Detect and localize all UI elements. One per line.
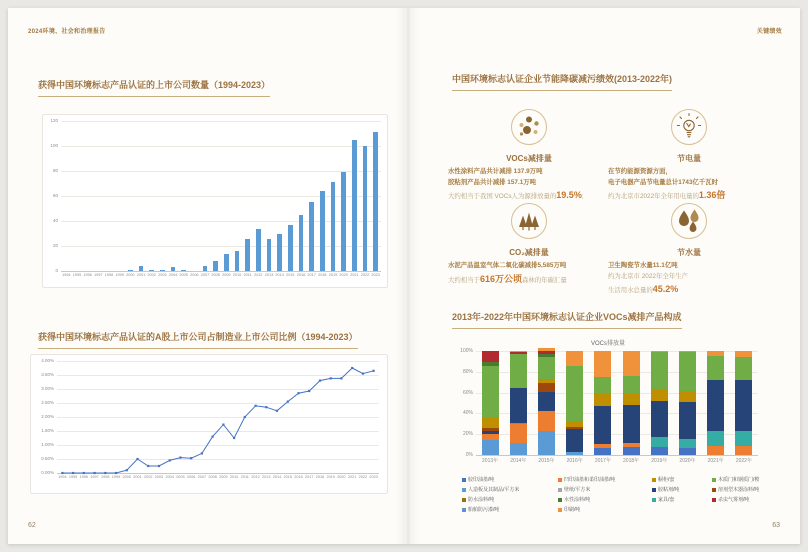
legend-label: 印刷/吨 bbox=[564, 507, 581, 513]
legend-item bbox=[652, 476, 706, 483]
chart3-legend bbox=[462, 476, 774, 513]
x-axis-label: 2020 bbox=[339, 273, 348, 277]
legend-label: 防水涂料/吨 bbox=[468, 497, 495, 503]
x-axis-label: 2001 bbox=[133, 475, 142, 479]
x-axis-label: 2002 bbox=[147, 273, 156, 277]
stack-segment bbox=[735, 351, 752, 357]
x-axis-label: 2023 bbox=[371, 273, 380, 277]
vocs-dots-icon bbox=[510, 108, 548, 151]
x-axis-label: 1995 bbox=[68, 475, 78, 479]
x-axis-label: 2006 bbox=[190, 273, 199, 277]
legend-item bbox=[558, 476, 646, 483]
x-axis-label: 1994 bbox=[58, 475, 67, 479]
legend-item bbox=[462, 486, 552, 493]
legend-color-chip bbox=[712, 498, 716, 502]
kpi-line bbox=[448, 178, 610, 189]
stack-segment bbox=[510, 352, 527, 354]
stack-segment bbox=[566, 421, 583, 427]
x-axis-label: 2012 bbox=[254, 273, 263, 277]
bar bbox=[160, 270, 165, 271]
kpi-block bbox=[608, 108, 770, 203]
stack-segment bbox=[679, 439, 696, 447]
x-axis-label: 2013 bbox=[262, 475, 271, 479]
legend-label: 胶印油墨/吨 bbox=[468, 477, 495, 483]
x-axis-label: 2008 bbox=[211, 273, 220, 277]
stack-segment bbox=[538, 348, 555, 351]
x-axis-label: 2012 bbox=[251, 475, 260, 479]
legend-label: 杀虫气雾剂/吨 bbox=[718, 497, 750, 503]
stack-segment bbox=[679, 391, 696, 402]
kpi-title: 节水量 bbox=[677, 248, 701, 257]
stack-segment bbox=[623, 405, 640, 442]
stack-segment bbox=[651, 352, 668, 389]
legend-label: 水性涂料/吨 bbox=[564, 497, 591, 503]
stack-segment bbox=[679, 402, 696, 439]
chart1-title: 获得中国环境标志产品认证的上市公司数量（1994-2023） bbox=[38, 80, 270, 97]
y-axis-label: 120 bbox=[50, 118, 58, 123]
kpi-line bbox=[448, 188, 610, 203]
stack-segment bbox=[566, 452, 583, 455]
kpi-block bbox=[448, 108, 610, 203]
line-chart-ashare-manufacturing-ratio bbox=[30, 354, 388, 494]
legend-color-chip bbox=[652, 478, 656, 482]
bar bbox=[373, 132, 378, 271]
bar bbox=[224, 254, 229, 272]
stack-segment bbox=[510, 387, 527, 388]
stack-segment bbox=[482, 351, 499, 362]
stack-segment bbox=[482, 440, 499, 455]
bar bbox=[171, 267, 176, 271]
stack-segment bbox=[651, 447, 668, 455]
x-axis-label: 2015年 bbox=[538, 458, 555, 464]
stack-segment bbox=[651, 351, 668, 352]
x-axis-label: 2011 bbox=[243, 273, 252, 277]
bar bbox=[277, 234, 282, 272]
y-axis-label: 100% bbox=[460, 348, 473, 354]
legend-label: 溶剂型木器涂料/吨 bbox=[718, 487, 760, 493]
stack-segment bbox=[623, 376, 640, 393]
bar bbox=[149, 270, 154, 271]
legend-label: 家具/套 bbox=[658, 497, 675, 503]
kpi-block bbox=[608, 202, 770, 297]
bar bbox=[341, 172, 346, 271]
stack-segment bbox=[594, 444, 611, 448]
legend-label: 木质门和钢质门/樘 bbox=[718, 477, 760, 483]
y-axis-label: 2.50% bbox=[41, 400, 54, 405]
x-axis-label: 2001 bbox=[136, 273, 146, 277]
legend-label: 胶粘剂/吨 bbox=[658, 487, 680, 493]
x-axis-label: 2022年 bbox=[735, 458, 752, 464]
stack-segment bbox=[538, 383, 555, 391]
y-axis-label: 60% bbox=[462, 389, 473, 396]
y-axis-label: 1.00% bbox=[41, 442, 54, 447]
x-axis-label: 2017 bbox=[304, 475, 314, 479]
bar bbox=[203, 266, 208, 271]
x-axis-label: 2022 bbox=[358, 475, 368, 479]
legend-item bbox=[652, 496, 706, 503]
kpi-text: 电子电器产品节电量总计1743亿千瓦时 bbox=[608, 178, 719, 186]
page-right bbox=[404, 8, 800, 544]
stack-segment bbox=[566, 427, 583, 429]
legend-item bbox=[558, 496, 646, 503]
kpi-text: 约为北京市 2022年全年生产 bbox=[608, 272, 688, 280]
stack-segment bbox=[651, 401, 668, 437]
stack-segment bbox=[594, 377, 611, 393]
performance-section-title: 中国环境标志认证企业节能降碳减污绩效(2013-2022年) bbox=[452, 74, 672, 91]
kpi-text: 水泥产品温室气体二氧化碳减排5,585万吨 bbox=[448, 262, 567, 269]
bar bbox=[235, 251, 240, 271]
stack-segment bbox=[594, 406, 611, 443]
kpi-text: 大约相当于 bbox=[448, 276, 480, 284]
kpi-title: VOCs减排量 bbox=[506, 154, 552, 163]
kpi-highlight-value: 616万公顷 bbox=[479, 273, 522, 284]
stack-segment bbox=[735, 431, 752, 446]
legend-label: 壁纸/平方米 bbox=[564, 487, 591, 493]
y-axis-label: 0.00% bbox=[41, 470, 54, 475]
stack-segment bbox=[623, 351, 640, 376]
y-axis-label: 0.50% bbox=[41, 456, 54, 461]
y-axis-label: 4.00% bbox=[41, 358, 54, 363]
x-axis-label: 2010 bbox=[229, 475, 239, 479]
kpi-line bbox=[448, 261, 610, 272]
x-axis-label: 2004 bbox=[165, 475, 174, 479]
bar-chart-certified-listed-companies bbox=[42, 114, 388, 288]
legend-item bbox=[558, 486, 646, 493]
x-axis-label: 2018 bbox=[318, 273, 327, 277]
x-axis-label: 2004 bbox=[168, 273, 178, 277]
stack-segment bbox=[538, 351, 555, 354]
kpi-line bbox=[608, 272, 770, 283]
stack-segment bbox=[707, 351, 724, 356]
y-axis-label: 20% bbox=[462, 431, 473, 438]
kpi-highlight-value: 1.36倍 bbox=[698, 190, 726, 201]
legend-item bbox=[462, 496, 552, 503]
bar bbox=[267, 239, 272, 272]
page-left bbox=[8, 8, 404, 544]
legend-label: 船舶防污漆/吨 bbox=[468, 507, 500, 513]
page-number-right: 63 bbox=[772, 522, 780, 529]
kpi-block bbox=[448, 202, 610, 286]
kpi-text: 森林的年碳汇量 bbox=[521, 276, 567, 284]
gridline bbox=[61, 171, 381, 172]
x-axis-label: 2009 bbox=[219, 475, 228, 479]
x-axis-label: 2006 bbox=[186, 475, 196, 479]
stack-segment bbox=[510, 443, 527, 455]
stack-segment bbox=[735, 357, 752, 380]
y-axis-label: 80% bbox=[462, 368, 473, 375]
y-axis-label: 3.00% bbox=[41, 386, 54, 391]
x-axis-label: 2009 bbox=[222, 273, 231, 277]
x-axis-label: 1999 bbox=[111, 475, 121, 479]
legend-item bbox=[712, 486, 774, 493]
x-axis-label: 2007 bbox=[197, 475, 207, 479]
stacked-bar-chart-vocs-composition bbox=[450, 338, 766, 472]
bulb-icon bbox=[670, 108, 708, 151]
x-axis-label: 2005 bbox=[179, 273, 188, 277]
trees-icon bbox=[510, 202, 548, 245]
stack-segment bbox=[679, 352, 696, 390]
x-axis-label: 1999 bbox=[115, 273, 124, 277]
stack-segment bbox=[510, 354, 527, 387]
stack-segment bbox=[651, 389, 668, 400]
x-axis-label: 1998 bbox=[101, 475, 110, 479]
kpi-line bbox=[608, 178, 770, 189]
report-spread bbox=[8, 8, 800, 544]
kpi-title: 节电量 bbox=[677, 154, 701, 163]
stack-segment bbox=[538, 379, 555, 383]
stack-segment bbox=[538, 354, 555, 357]
section-header: 关键绩效 bbox=[756, 29, 782, 35]
kpi-line bbox=[608, 167, 770, 178]
y-axis-label: 40 bbox=[52, 218, 58, 223]
legend-color-chip bbox=[712, 488, 716, 492]
legend-color-chip bbox=[462, 478, 466, 482]
x-axis-label: 2017年 bbox=[594, 458, 611, 464]
kpi-line bbox=[608, 261, 770, 272]
stack-segment bbox=[482, 418, 499, 428]
stack-segment bbox=[707, 446, 724, 455]
y-axis-label: 1.50% bbox=[41, 428, 54, 433]
stack-segment bbox=[707, 431, 724, 446]
x-axis-label: 2011 bbox=[240, 475, 249, 479]
stack-segment bbox=[679, 448, 696, 455]
bar bbox=[320, 191, 325, 271]
stack-segment bbox=[538, 392, 555, 412]
legend-color-chip bbox=[462, 488, 466, 492]
stack-segment bbox=[707, 356, 724, 380]
x-axis-label: 2021年 bbox=[707, 458, 724, 464]
stack-segment bbox=[510, 424, 527, 443]
legend-item bbox=[712, 496, 774, 503]
gridline bbox=[61, 146, 381, 147]
x-axis-label: 2021 bbox=[347, 475, 357, 479]
legend-item bbox=[462, 476, 552, 483]
x-axis-label: 2016年 bbox=[566, 458, 583, 464]
y-axis-label: 20 bbox=[52, 243, 58, 248]
x-axis-label: 2018 bbox=[315, 475, 325, 479]
bar bbox=[256, 229, 261, 272]
bar bbox=[245, 239, 250, 272]
kpi-highlight-value: 19.5% bbox=[556, 190, 582, 201]
y-axis-label: 80 bbox=[52, 168, 58, 173]
x-axis-label: 2021 bbox=[350, 273, 359, 277]
stack-segment bbox=[651, 437, 668, 446]
legend-label: 人造板及其制品/平方米 bbox=[468, 487, 520, 493]
stack-segment bbox=[538, 357, 555, 379]
legend-label: 凹印油墨和柔印油墨/吨 bbox=[564, 477, 616, 483]
legend-color-chip bbox=[558, 478, 562, 482]
stack-segment bbox=[594, 351, 611, 377]
drops-icon bbox=[670, 202, 708, 245]
y-axis-label: 0 bbox=[55, 268, 58, 273]
y-axis-label: 0% bbox=[465, 452, 473, 458]
kpi-text: 生活用水总量的 bbox=[608, 287, 653, 295]
page-number-left: 62 bbox=[28, 522, 36, 529]
stack-segment bbox=[623, 443, 640, 447]
x-axis-label: 2023 bbox=[369, 475, 378, 479]
y-axis-label: 3.50% bbox=[41, 372, 54, 377]
x-axis-label: 2008 bbox=[208, 475, 217, 479]
stack-segment bbox=[566, 351, 583, 366]
x-axis-label: 2003 bbox=[158, 273, 167, 277]
x-axis-label: 2015 bbox=[286, 273, 295, 277]
x-axis-label: 1996 bbox=[83, 273, 92, 277]
x-axis-label: 2005 bbox=[176, 475, 185, 479]
chart-subtitle: VOCs排放量 bbox=[590, 341, 625, 347]
gridline bbox=[61, 121, 381, 122]
x-axis-label: 2019 bbox=[328, 273, 338, 277]
stack-segment bbox=[566, 429, 583, 452]
stack-segment bbox=[594, 448, 611, 455]
kpi-line bbox=[448, 167, 610, 178]
y-axis-label: 100 bbox=[50, 143, 58, 148]
stack-segment bbox=[510, 423, 527, 424]
line-series bbox=[31, 355, 387, 493]
stack-segment bbox=[510, 351, 527, 352]
stack-segment bbox=[594, 393, 611, 407]
bar bbox=[181, 270, 186, 271]
kpi-text: 胶粘剂产品共计减排 157.1万吨 bbox=[448, 178, 537, 186]
y-axis-label: 60 bbox=[52, 193, 58, 198]
chart3-title: 2013年-2022年中国环境标志认证企业VOCs减排产品构成 bbox=[452, 312, 682, 329]
bar bbox=[213, 261, 218, 271]
legend-label: 橱柜/套 bbox=[658, 477, 675, 483]
x-axis-label: 2014年 bbox=[510, 458, 527, 464]
x-axis-label: 2010 bbox=[232, 273, 242, 277]
y-axis-label: 2.00% bbox=[41, 414, 54, 419]
x-axis-label: 2000 bbox=[126, 273, 135, 277]
stack-segment bbox=[482, 366, 499, 418]
bar bbox=[352, 140, 357, 271]
x-axis-label: 2022 bbox=[360, 273, 370, 277]
x-axis-label: 2017 bbox=[307, 273, 316, 277]
chart2-title: 获得中国环境标志产品认证的A股上市公司占制造业上市公司比例（1994-2023） bbox=[38, 332, 358, 349]
legend-item bbox=[462, 506, 552, 513]
stack-segment bbox=[482, 428, 499, 431]
x-axis-label: 2016 bbox=[296, 273, 306, 277]
x-axis-label: 1997 bbox=[94, 273, 103, 277]
bar bbox=[128, 270, 133, 271]
kpi-highlight-value: 45.2% bbox=[652, 284, 679, 295]
x-axis-label: 2013年 bbox=[482, 458, 499, 464]
legend-color-chip bbox=[652, 498, 656, 502]
x-axis-label: 2003 bbox=[154, 475, 164, 479]
y-axis-label: 40% bbox=[462, 410, 473, 417]
x-axis-label: 1998 bbox=[104, 273, 114, 277]
x-axis-label: 1994 bbox=[62, 273, 71, 277]
stack-segment bbox=[735, 446, 752, 455]
stack-segment bbox=[510, 388, 527, 422]
x-axis-label: 2014 bbox=[275, 273, 284, 277]
gridline bbox=[61, 271, 381, 272]
x-axis-label: 1996 bbox=[79, 475, 89, 479]
x-axis-label: 2014 bbox=[272, 475, 282, 479]
stack-segment bbox=[538, 411, 555, 431]
legend-color-chip bbox=[462, 498, 466, 502]
stack-segment bbox=[623, 393, 640, 405]
stack-segment bbox=[482, 434, 499, 440]
stack-segment bbox=[482, 362, 499, 365]
x-axis-label: 2019年 bbox=[651, 458, 668, 464]
legend-color-chip bbox=[462, 508, 466, 512]
x-axis-label: 2020年 bbox=[679, 458, 696, 464]
x-axis-label: 2002 bbox=[143, 475, 153, 479]
legend-color-chip bbox=[558, 508, 562, 512]
kpi-title: CO₂减排量 bbox=[509, 248, 549, 257]
kpi-text: 在节约能源资源方面， bbox=[608, 168, 672, 175]
legend-color-chip bbox=[558, 488, 562, 492]
stack-segment bbox=[735, 380, 752, 431]
x-axis-label: 2000 bbox=[122, 475, 131, 479]
bar bbox=[288, 225, 293, 271]
kpi-text: 卫生陶瓷节水量11.1亿吨 bbox=[608, 262, 678, 269]
x-axis-label: 2016 bbox=[294, 475, 303, 479]
x-axis-label: 2019 bbox=[326, 475, 335, 479]
bar bbox=[309, 202, 314, 271]
legend-item bbox=[652, 486, 706, 493]
kpi-line bbox=[608, 188, 770, 203]
x-axis-label: 2015 bbox=[283, 475, 292, 479]
stack-segment bbox=[623, 447, 640, 455]
bar bbox=[299, 215, 304, 271]
bar bbox=[331, 182, 336, 271]
bar bbox=[139, 266, 144, 271]
x-axis-label: 1995 bbox=[72, 273, 82, 277]
x-axis-label: 1997 bbox=[90, 475, 99, 479]
stack-segment bbox=[679, 351, 696, 352]
legend-color-chip bbox=[712, 478, 716, 482]
kpi-text: 大约相当于我国 VOCs人为源排放量的 bbox=[448, 193, 557, 201]
kpi-line bbox=[448, 272, 610, 287]
x-axis-label: 2007 bbox=[200, 273, 210, 277]
report-title: 2024环境、社会和治理报告 bbox=[28, 29, 106, 35]
bar bbox=[363, 146, 368, 271]
kpi-text: 约为北京市2022年全年用电量的 bbox=[608, 193, 699, 201]
x-axis-label: 2013 bbox=[264, 273, 274, 277]
stack-segment bbox=[566, 366, 583, 421]
stack-segment bbox=[482, 431, 499, 434]
x-axis-label: 2020 bbox=[337, 475, 346, 479]
legend-color-chip bbox=[652, 488, 656, 492]
kpi-text: 水性涂料产品共计减排 137.9万吨 bbox=[448, 168, 543, 175]
gridline bbox=[476, 455, 758, 456]
kpi-text: ; bbox=[581, 193, 584, 201]
x-axis-label: 2018年 bbox=[623, 458, 640, 464]
stack-segment bbox=[538, 431, 555, 455]
stack-segment bbox=[707, 380, 724, 431]
legend-item bbox=[558, 506, 646, 513]
kpi-line bbox=[608, 282, 770, 297]
legend-color-chip bbox=[558, 498, 562, 502]
legend-item bbox=[712, 476, 774, 483]
